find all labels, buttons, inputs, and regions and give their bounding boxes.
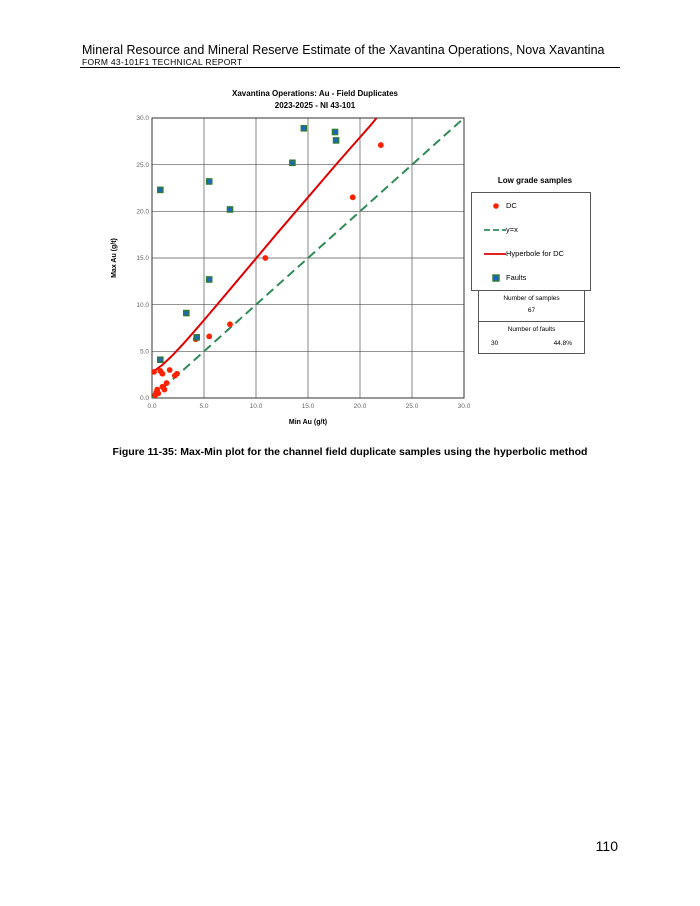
dc-point <box>227 321 233 327</box>
legend-label-hyperbole: Hyperbole for DC <box>506 249 564 258</box>
y-tick-label: 15.0 <box>136 255 149 263</box>
fault-point <box>290 160 295 165</box>
y-tick-label: 0.0 <box>139 395 149 403</box>
fault-point <box>194 335 199 340</box>
figure-caption: Figure 11-35: Max-Min plot for the channel field duplicate samples using the hyperbolic method <box>112 446 588 458</box>
legend-item-hyperbole <box>472 247 590 261</box>
fault-point <box>184 310 189 315</box>
dc-marker-icon <box>482 199 506 213</box>
x-tick-label: 10.0 <box>249 403 263 410</box>
dc-point <box>151 369 157 375</box>
legend-item-yx <box>472 223 590 237</box>
dc-point <box>174 371 180 377</box>
series-line-hyperbole <box>152 118 377 373</box>
dc-point <box>262 255 268 261</box>
samples-value: 67 <box>527 307 536 314</box>
solid-line-icon <box>482 247 506 261</box>
legend-item-faults <box>472 271 590 285</box>
y-tick-label: 20.0 <box>136 208 149 216</box>
x-axis-label: Min Au (g/t) <box>288 419 328 426</box>
stats-divider <box>479 321 584 322</box>
legend-label-faults: Faults <box>506 273 527 282</box>
x-tick-label: 20.0 <box>353 403 367 410</box>
chart-title: Xavantina Operations: Au - Field Duplicates <box>232 89 398 98</box>
samples-label: Number of samples <box>503 295 560 302</box>
fault-point <box>207 277 212 282</box>
y-tick-label: 5.0 <box>139 348 149 356</box>
fault-point <box>332 129 337 134</box>
chart-subtitle: 2023-2025 - NI 43-101 <box>274 101 356 110</box>
y-tick-label: 10.0 <box>136 301 149 309</box>
dc-point <box>378 142 384 148</box>
faults-value: 30 <box>491 340 499 347</box>
scatter-chart <box>0 0 700 440</box>
x-tick-label: 5.0 <box>199 403 209 410</box>
faults-percent: 44.8% <box>553 340 572 347</box>
page-number: 110 <box>595 838 618 854</box>
stats-box <box>478 290 585 354</box>
x-tick-label: 30.0 <box>457 403 471 410</box>
legend-item-dc <box>472 199 590 213</box>
dashed-line-icon <box>482 223 506 237</box>
dc-point <box>167 367 173 373</box>
dc-point <box>164 380 170 386</box>
faults-label: Number of faults <box>507 326 556 333</box>
legend-label-yx: y=x <box>506 225 518 234</box>
legend-title: Low grade samples <box>497 176 573 185</box>
dc-point <box>162 387 168 393</box>
faults-marker-icon <box>482 271 506 285</box>
fault-point <box>158 187 163 192</box>
x-tick-labels <box>147 403 470 410</box>
report-header-subtitle: FORM 43-101F1 TECHNICAL REPORT <box>82 57 243 67</box>
fault-point <box>158 357 163 362</box>
dc-point <box>206 334 212 340</box>
dc-point <box>155 390 161 396</box>
dc-point <box>350 194 356 200</box>
legend-label-dc: DC <box>506 201 517 210</box>
chart-points <box>151 126 384 398</box>
legend <box>471 192 591 291</box>
fault-point <box>207 179 212 184</box>
report-header-title: Mineral Resource and Mineral Reserve Estimate of the Xavantina Operations, Nova Xavantina <box>82 43 605 57</box>
y-tick-labels <box>136 115 149 402</box>
dc-point <box>160 371 166 377</box>
fault-point <box>301 126 306 131</box>
x-tick-label: 25.0 <box>405 403 419 410</box>
y-tick-label: 30.0 <box>136 115 149 123</box>
fault-point <box>333 138 338 143</box>
x-tick-label: 15.0 <box>301 403 315 410</box>
y-tick-label: 25.0 <box>136 161 149 169</box>
y-axis-label: Max Au (g/t) <box>111 238 118 278</box>
x-tick-label: 0.0 <box>147 403 157 410</box>
fault-point <box>227 207 232 212</box>
